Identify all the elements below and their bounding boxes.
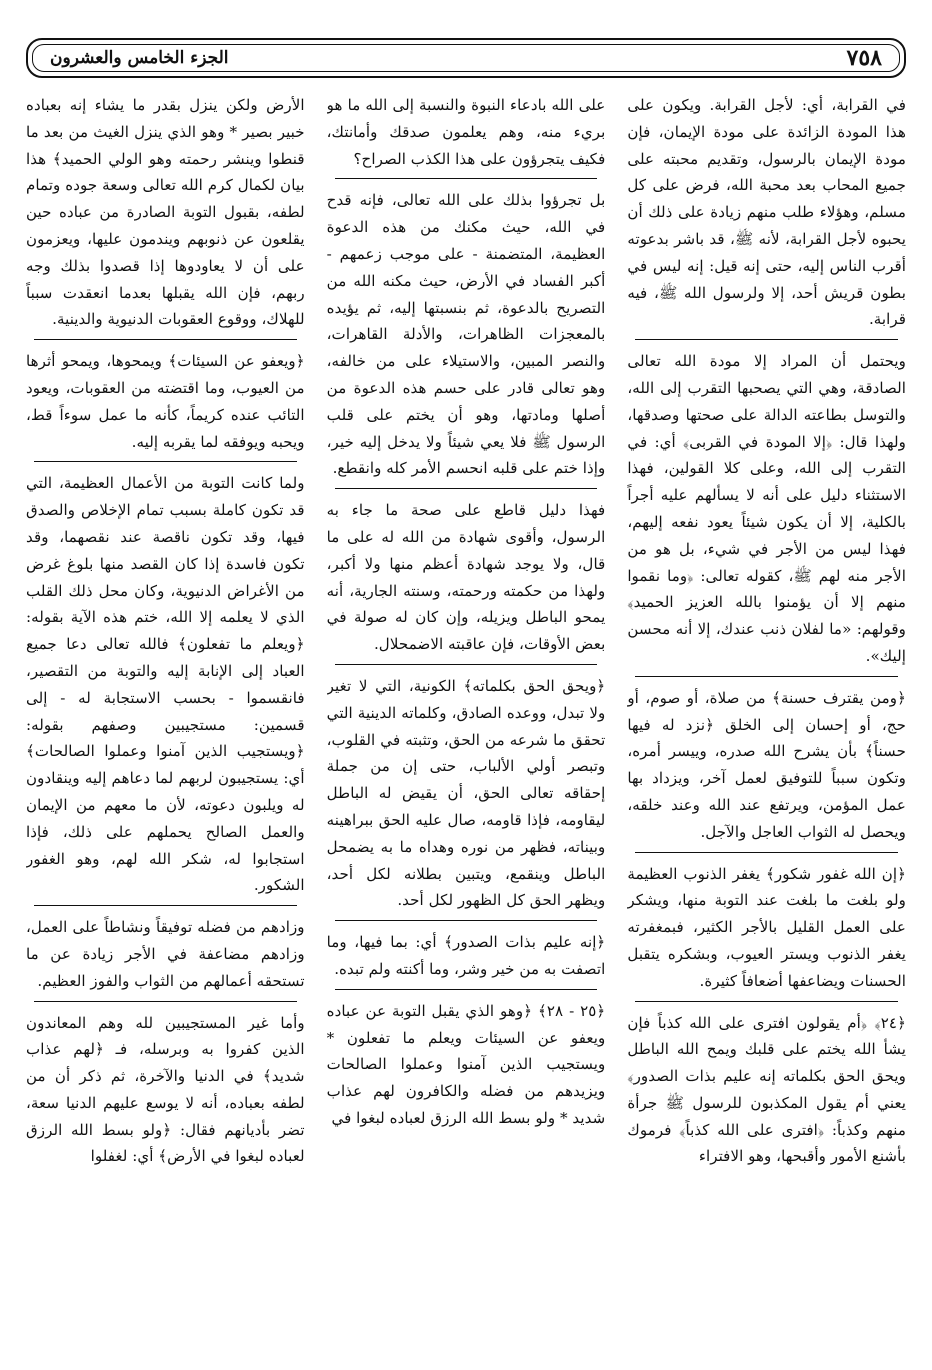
paragraph: ويحتمل أن المراد إلا مودة الله تعالى الصادقة، وهي التي يصحبها التقرب إلى الله، والتوسل بطاعته الدالة على صحتها وصدقها، ولهذا قال: ﴿إلا المودة في القربى﴾ أي: في التقرب إلى الله، وعلى كلا القولين، فهذا الاستثناء دليل على أنه لا يسألهم عليه أجراً بالكلية، إلا أن يكون شيئاً يعود نفعه إليهم، فهذا ليس من الأجر في شيء، بل هو من الأجر منه لهم ﷺ، كقوله تعالى: ﴿وما نقموا منهم إلا أن يؤمنوا بالله العزيز الحميد﴾ وقولهم: «ما لفلان ذنب عندك، إلا أنه محسن إليك». xyxy=(627,352,906,665)
page-header xyxy=(26,38,906,78)
paragraph-divider xyxy=(335,178,598,179)
paragraph: فهذا دليل قاطع على صحة ما جاء به الرسول، وأقوى شهادة من الله له على ما قال، ولا يوجد شهادة أعظم منها ولا أكبر، ولهذا من حكمته ورحمته، وسنته الجارية، أنه يمحو الباطل ويزيله، وإن كان له صولة في بعض الأوقات، فإن عاقبته الاضمحلال. xyxy=(326,501,606,654)
text-columns xyxy=(26,92,906,1360)
column-middle xyxy=(327,92,606,1360)
paragraph-divider xyxy=(635,676,898,677)
paragraph-divider xyxy=(335,920,598,921)
paragraph-divider xyxy=(34,461,297,462)
paragraph-divider xyxy=(635,1001,898,1002)
paragraph-divider xyxy=(335,989,598,990)
paragraph-divider xyxy=(635,339,898,340)
paragraph: الأرض ولكن ينزل بقدر ما يشاء إنه بعباده خبير بصير * وهو الذي ينزل الغيث من بعد ما قنطوا وينشر رحمته وهو الولي الحميد﴾ هذا بيان لكمال كرم الله تعالى وسعة جوده وتمام لطفه، بقبول التوبة الصادرة من عباده حين يقلعون عن ذنوبهم ويندمون عليها، ويعزمون على أن لا يعاودوها إذا قصدوا بذلك وجه ربهم، فإن الله يقبلها بعدما انعقدت سبباً للهلاك، ووقوع العقوبات الدنيوية والدينية. xyxy=(26,96,305,329)
paragraph-divider xyxy=(34,905,297,906)
paragraph-divider xyxy=(335,488,598,489)
page-number: ٧٥٨ xyxy=(846,45,882,71)
running-title: الجزء الخامس والعشرون xyxy=(50,48,229,68)
paragraph-divider xyxy=(335,664,598,665)
paragraph: ﴿إن الله غفور شكور﴾ يغفر الذنوب العظيمة ولو بلغت ما بلغت عند التوبة منها، ويشكر على العمل القليل بالأجر الكثير، فبمغفرته يغفر الذنوب ويستر العيوب، وبشكره يتقبل الحسنات ويضاعفها أضعافاً كثيرة. xyxy=(627,864,906,990)
paragraph: ﴿ومن يقترف حسنة﴾ من صلاة، أو صوم، أو حج، أو إحسان إلى الخلق ﴿نزد له فيها حسناً﴾ بأن يشرح الله صدره، وييسر أمره، وتكون سبباً للتوفيق لعمل آخر، ويزداد بها عمل المؤمن، ويرتفع عند الله وعند خلقه، ويحصل له الثواب العاجل والآجل. xyxy=(627,688,906,841)
column-left xyxy=(26,92,305,1360)
paragraph: وأما غير المستجيبين لله وهم المعاندون الذين كفروا به وبرسله، فـ ﴿لهم عذاب شديد﴾ في الدنيا والآخرة، ثم ذكر أن من لطفه بعباده، أنه لا يوسع عليهم الدنيا سعة، تضر بأديانهم فقال: ﴿ولو بسط الله الرزق لعباده لبغوا في الأرض﴾ أي: لغفلوا xyxy=(26,1013,305,1166)
paragraph-divider xyxy=(34,339,297,340)
paragraph: في القرابة، أي: لأجل القرابة. ويكون على هذا المودة الزائدة على مودة الإيمان، فإن مودة الإيمان بالرسول، وتقديم محبته على جميع المحاب بعد محبة الله، فرض على كل مسلم، وهؤلاء طلب منهم زيادة على ذلك أن يحبوه لأجل القرابة، لأنه ﷺ، قد باشر بدعوته أقرب الناس إليه، حتى إنه قيل: إنه ليس في بطون قريش أحد، إلا ولرسول الله ﷺ، فيه قرابة. xyxy=(627,96,906,329)
paragraph-divider xyxy=(34,1001,297,1002)
paragraph: على الله بادعاء النبوة والنسبة إلى الله ما هو بريء منه، وهم يعلمون صدقك وأمانتك، فكيف يتجرؤون على هذا الكذب الصراح؟ xyxy=(326,96,606,168)
paragraph: ﴿ويحق الحق بكلماته﴾ الكونية، التي لا تغير ولا تبدل، ووعده الصادق، وكلماته الدينية التي تحقق ما شرعه من الحق، وتثبته في القلوب، وتبصر أولي الألباب، حتى إن من جملة إحقاقه تعالى الحق، أن يقيض له الباطل ليقاومه، فإذا قاومه، صال عليه الحق ببراهينه وبيناته، فظهر من نوره وهداه ما به يضمحل الباطل وينقمع، ويتبين بطلانه لكل أحد، ويظهر الحق كل الظهور لكل أحد. xyxy=(326,676,606,910)
paragraph: بل تجرؤوا بذلك على الله تعالى، فإنه قدح في الله، حيث مكنك من هذه الدعوة العظيمة، المتضمنة - على موجب زعمهم - أكبر الفساد في الأرض، حيث مكنه الله من التصريح بالدعوة، ثم بنسبتها إليه، ثم يؤيده بالمعجزات الظاهرات، والأدلة القاهرات، والنصر المبين، والاستيلاء على من خالفه، وهو تعالى قادر على حسم هذه الدعوة من أصلها ومادتها، وهو أن يختم على قلب الرسول ﷺ فلا يعي شيئاً ولا يدخل إليه خير، وإذا ختم على قلبه انحسم الأمر كله وانقطع. xyxy=(326,191,606,478)
paragraph: ﴿٢٥ - ٢٨﴾ ﴿وهو الذي يقبل التوبة عن عباده ويعفو عن السيئات ويعلم ما تفعلون * ويستجيب الذين آمنوا وعملوا الصالحات ويزيدهم من فضله والكافرون لهم عذاب شديد * ولو بسط الله الرزق لعباده لبغوا في xyxy=(326,1001,606,1127)
paragraph: ولما كانت التوبة من الأعمال العظيمة، التي قد تكون كاملة بسبب تمام الإخلاص والصدق فيها، وقد تكون ناقصة عند نقصهما، وقد تكون فاسدة إذا كان القصد منها بلوغ غرض من الأغراض الدنيوية، وكان محل ذلك القلب الذي لا يعلمه إلا الله، ختم هذه الآية بقوله: ﴿ويعلم ما تفعلون﴾ فالله تعالى دعا جميع العباد إلى الإنابة إليه والتوبة من التقصير، فانقسموا - بحسب الاستجابة له - إلى قسمين: مستجيبين وصفهم بقوله: ﴿ويستجيب الذين آمنوا وعملوا الصالحات﴾ أي: يستجيبون لربهم لما دعاهم إليه وينقادون له ويلبون دعوته، لأن ما معهم من الإيمان والعمل الصالح يحملهم على ذلك، فإذا استجابوا له، شكر الله لهم، وهو الغفور الشكور. xyxy=(26,474,305,895)
paragraph-divider xyxy=(635,852,898,853)
paragraph: وزادهم من فضله توفيقاً ونشاطاً على العمل، وزادهم مضاعفة في الأجر زيادة عن ما تستحقه أعمالهم من الثواب والفوز العظيم. xyxy=(26,918,305,990)
paragraph: ﴿ويعفو عن السيئات﴾ ويمحوها، ويمحو أثرها من العيوب، وما اقتضته من العقوبات، ويعود التائب عنده كريماً، كأنه ما عمل سوءاً قط، ويحبه ويوفقه لما يقربه إليه. xyxy=(26,352,305,451)
column-right xyxy=(627,92,906,1360)
paragraph: ﴿٢٤﴾ ﴿أم يقولون افترى على الله كذباً فإن يشأ الله يختم على قلبك ويمح الله الباطل ويحق الحق بكلماته إنه عليم بذات الصدور﴾ يعني أم يقول المكذبون للرسول ﷺ جرأة منهم وكذباً: ﴿افترى على الله كذباً﴾ فرموك بأشنع الأمور وأقبحها، وهو الافتراء xyxy=(627,1013,906,1166)
paragraph: ﴿إنه عليم بذات الصدور﴾ أي: بما فيها، وما اتصفت به من خير وشر، وما أكنته ولم تبده. xyxy=(326,933,606,978)
